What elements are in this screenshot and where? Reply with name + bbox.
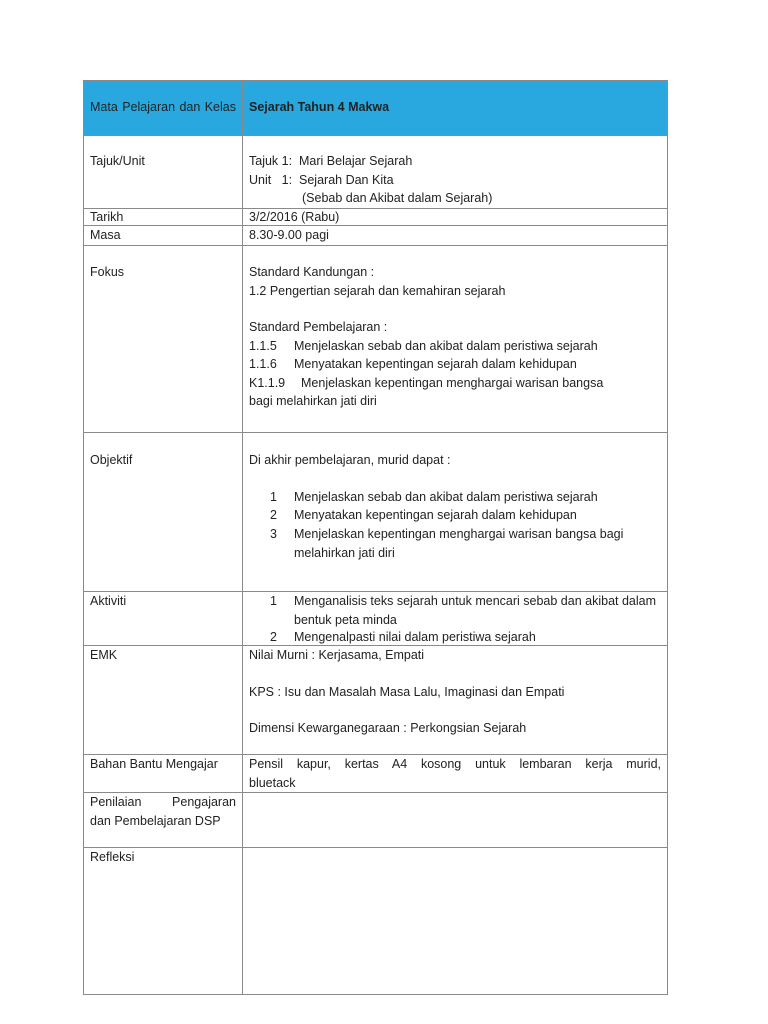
objektif-intro: Di akhir pembelajaran, murid dapat : <box>249 453 451 467</box>
row-refleksi <box>84 848 668 995</box>
row-tajuk-unit <box>84 136 668 209</box>
tarikh-label: Tarikh <box>90 210 124 224</box>
item-text: Menjelaskan kepentingan menghargai warisan bangsa bagi melahirkan jati diri <box>294 526 624 560</box>
sp-item <box>249 374 661 393</box>
tajuk-unit-label: Tajuk/Unit <box>90 154 145 168</box>
row-tarikh <box>84 209 668 226</box>
emk-nilai-murni: Nilai Murni : Kerjasama, Empati <box>249 648 425 662</box>
cell-value <box>243 433 668 592</box>
bbm-value-line2: bluetack <box>249 775 296 790</box>
aktiviti-list <box>249 592 661 645</box>
emk-kps: KPS : Isu dan Masalah Masa Lalu, Imaginasi dan Empati <box>249 684 565 699</box>
cell-value <box>243 81 668 136</box>
item-number: 3 <box>270 526 277 541</box>
cell-label <box>84 755 243 793</box>
cell-label <box>84 246 243 433</box>
sp-text: Menjelaskan kepentingan menghargai warisan bangsa <box>301 375 604 390</box>
row-mata-pelajaran <box>84 81 668 136</box>
sp-item-continuation: bagi melahirkan jati diri <box>249 394 377 408</box>
sp-item <box>249 337 661 356</box>
tarikh-value: 3/2/2016 (Rabu) <box>249 210 340 224</box>
sp-text: Menyatakan kepentingan sejarah dalam kehidupan <box>294 357 577 371</box>
objektif-list <box>249 488 661 564</box>
penilaian-label-line1: Penilaian Pengajaran <box>90 795 236 809</box>
row-emk <box>84 646 668 755</box>
row-penilaian <box>84 793 668 848</box>
header-value: Sejarah Tahun 4 Makwa <box>249 100 390 114</box>
cell-value <box>243 646 668 755</box>
item-text: Menyatakan kepentingan sejarah dalam kehidupan <box>294 508 577 522</box>
row-masa <box>84 226 668 246</box>
penilaian-label-line2: dan Pembelajaran DSP <box>90 813 221 828</box>
emk-dimensi: Dimensi Kewarganegaraan : Perkongsian Sejarah <box>249 721 527 735</box>
bbm-value-line1: Pensil kapur, kertas A4 kosong untuk lembaran kerja murid, <box>249 757 661 771</box>
header-label: Mata Pelajaran dan Kelas <box>90 100 236 114</box>
standard-kandungan-title: Standard Kandungan : <box>249 265 375 279</box>
fokus-label: Fokus <box>90 265 125 279</box>
sp-code: 1.1.6 <box>249 357 277 371</box>
objektif-label: Objektif <box>90 453 133 467</box>
unit-line: Unit 1: Sejarah Dan Kita <box>249 172 394 187</box>
cell-value <box>243 209 668 226</box>
item-number: 1 <box>270 489 277 504</box>
cell-value <box>243 592 668 646</box>
item-number: 1 <box>270 594 277 608</box>
refleksi-label: Refleksi <box>90 850 135 864</box>
list-item <box>249 525 661 564</box>
cell-label <box>84 209 243 226</box>
cell-value <box>243 226 668 246</box>
list-item <box>249 592 661 629</box>
item-text: Mengenalpasti nilai dalam peristiwa sejarah <box>294 630 536 644</box>
tajuk-line: Tajuk 1: Mari Belajar Sejarah <box>249 154 413 168</box>
cell-label <box>84 793 243 848</box>
emk-label: EMK <box>90 648 118 662</box>
cell-value <box>243 136 668 209</box>
list-item <box>249 629 661 645</box>
item-number: 2 <box>270 630 277 644</box>
row-objektif <box>84 433 668 592</box>
row-aktiviti <box>84 592 668 646</box>
cell-value <box>243 755 668 793</box>
bbm-label: Bahan Bantu Mengajar <box>90 757 218 771</box>
unit-subtitle: (Sebab dan Akibat dalam Sejarah) <box>302 191 493 205</box>
cell-label <box>84 81 243 136</box>
cell-value <box>243 246 668 433</box>
standard-pembelajaran-title: Standard Pembelajaran : <box>249 320 388 334</box>
sp-text: Menjelaskan sebab dan akibat dalam peristiwa sejarah <box>294 338 598 353</box>
cell-label <box>84 646 243 755</box>
list-item <box>249 488 661 507</box>
row-fokus <box>84 246 668 433</box>
cell-label <box>84 848 243 995</box>
cell-label <box>84 433 243 592</box>
standard-kandungan-item: 1.2 Pengertian sejarah dan kemahiran sejarah <box>249 283 506 298</box>
sp-item <box>249 355 661 374</box>
sp-code: K1.1.9 <box>249 375 286 390</box>
cell-label <box>84 226 243 246</box>
aktiviti-label: Aktiviti <box>90 594 127 608</box>
cell-label <box>84 592 243 646</box>
item-text: Menganalisis teks sejarah untuk mencari sebab dan akibat dalam bentuk peta minda <box>294 594 657 627</box>
row-bahan-bantu-mengajar <box>84 755 668 793</box>
cell-value <box>243 793 668 848</box>
item-number: 2 <box>270 508 277 522</box>
item-text: Menjelaskan sebab dan akibat dalam peristiwa sejarah <box>294 489 598 504</box>
cell-label <box>84 136 243 209</box>
sp-code: 1.1.5 <box>249 338 277 353</box>
masa-label: Masa <box>90 228 121 242</box>
lesson-plan-table <box>83 80 668 995</box>
masa-value: 8.30-9.00 pagi <box>249 228 329 242</box>
list-item <box>249 506 661 525</box>
cell-value <box>243 848 668 995</box>
